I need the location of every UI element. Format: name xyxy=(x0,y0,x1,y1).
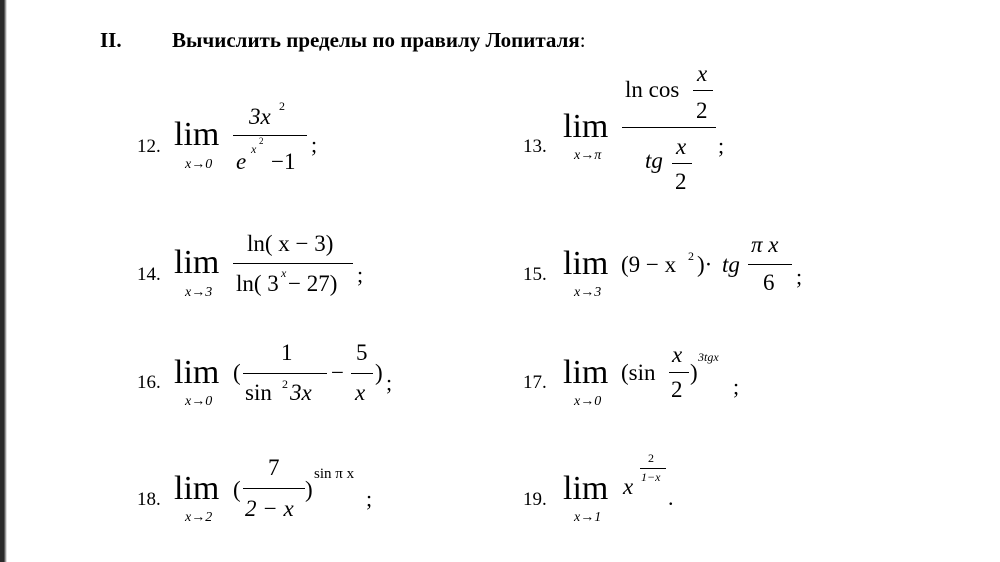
left-edge-shadow xyxy=(0,0,7,562)
lim-word: lim xyxy=(563,470,609,507)
problem-number: 17. xyxy=(523,372,547,393)
inner-denominator: 2 xyxy=(696,98,708,123)
minus-sign: − xyxy=(331,360,344,385)
inner-numerator: x xyxy=(676,134,687,159)
problem-number: 13. xyxy=(523,136,547,157)
lim-word: lim xyxy=(174,354,220,391)
close-paren: ) xyxy=(305,477,313,502)
fraction-1-numerator: 1 xyxy=(281,340,293,365)
power-exponent: 3tgx xyxy=(698,350,719,364)
fraction-2-bar xyxy=(351,373,373,374)
denominator-base: e xyxy=(236,149,247,174)
inner-fraction-bar xyxy=(693,90,713,91)
lim-word: lim xyxy=(563,245,609,282)
numerator-function: ln cos xyxy=(625,77,680,102)
close-paren: ) xyxy=(375,360,383,385)
fraction-bar xyxy=(243,488,305,489)
inner-numerator: x xyxy=(697,61,708,86)
main-fraction-bar xyxy=(622,127,716,128)
open-paren: ( xyxy=(233,360,241,385)
problem-number: 19. xyxy=(523,489,547,510)
expression-start: (9 − x xyxy=(621,252,677,277)
denominator-exponent-power: 2 xyxy=(259,136,264,146)
fraction-numerator: x xyxy=(672,342,683,367)
semicolon: ; xyxy=(311,132,318,157)
section-number: II. xyxy=(100,28,122,52)
numerator: 3x xyxy=(249,104,271,129)
problem-number: 18. xyxy=(137,489,161,510)
numerator-exponent: 2 xyxy=(279,99,285,113)
fraction-denominator: 6 xyxy=(763,270,775,295)
fraction-denominator: 2 xyxy=(671,377,683,402)
fraction-1-denominator-end: 3x xyxy=(290,380,312,405)
lim-subscript: x→π xyxy=(574,148,602,163)
exponent-fraction-bar xyxy=(640,468,666,469)
exponent-numerator: 2 xyxy=(648,451,654,465)
fraction-numerator: 7 xyxy=(268,455,280,480)
fraction-2-denominator: x xyxy=(355,380,366,405)
semicolon: ; xyxy=(357,262,364,287)
semicolon: ; xyxy=(366,486,373,511)
fraction-denominator: 2 − x xyxy=(245,496,294,521)
lim-subscript: x→1 xyxy=(574,510,602,525)
open-paren: ( xyxy=(233,477,241,502)
problem-number: 15. xyxy=(523,264,547,285)
lim-word: lim xyxy=(174,470,220,507)
fraction-1-bar xyxy=(243,373,327,374)
lim-word: lim xyxy=(174,116,220,153)
denominator-rest: −1 xyxy=(271,149,296,174)
semicolon: ; xyxy=(733,374,740,399)
fraction-bar xyxy=(233,263,353,264)
lim-subscript: x→3 xyxy=(185,285,213,300)
fraction-bar xyxy=(233,135,307,136)
tangent-function: tg xyxy=(722,252,740,277)
expression-end: )· xyxy=(697,252,713,277)
close-paren: ) xyxy=(690,360,698,385)
fraction-numerator: π x xyxy=(751,232,779,257)
lim-word: lim xyxy=(174,244,220,281)
lim-word: lim xyxy=(563,108,609,145)
exponent-denominator: 1−x xyxy=(641,470,661,484)
fraction-2-numerator: 5 xyxy=(356,340,368,365)
numerator: ln( x − 3) xyxy=(247,231,334,256)
denominator-end: − 27) xyxy=(288,271,338,296)
denominator-exponent: x xyxy=(281,266,287,280)
lim-subscript: x→0 xyxy=(185,157,213,172)
semicolon: ; xyxy=(718,133,725,158)
denominator-exponent: x xyxy=(251,142,257,156)
lim-subscript: x→2 xyxy=(185,510,213,525)
fraction-bar xyxy=(669,372,689,373)
problem-number: 16. xyxy=(137,372,161,393)
lim-subscript: x→0 xyxy=(574,394,602,409)
problem-number: 14. xyxy=(137,264,161,285)
power-base: x xyxy=(623,474,634,499)
inner-denominator: 2 xyxy=(675,169,687,194)
lim-subscript: x→3 xyxy=(574,285,602,300)
semicolon: ; xyxy=(796,264,803,289)
lim-word: lim xyxy=(563,354,609,391)
sine-exponent: 2 xyxy=(282,377,288,391)
open-sine: (sin xyxy=(621,360,656,385)
denominator-start: ln( 3 xyxy=(236,271,279,296)
lim-subscript: x→0 xyxy=(185,394,213,409)
fraction-1-denominator-start: sin xyxy=(245,380,272,405)
problem-number: 12. xyxy=(137,136,161,157)
inner-fraction-bar xyxy=(672,163,692,164)
section-title: Вычислить пределы по правилу Лопиталя: xyxy=(172,28,586,52)
period: . xyxy=(668,485,674,510)
expression-exponent: 2 xyxy=(688,249,694,263)
semicolon: ; xyxy=(386,370,393,395)
power-exponent: sin π x xyxy=(314,466,355,482)
fraction-bar xyxy=(748,264,792,265)
denominator-function: tg xyxy=(645,148,663,173)
